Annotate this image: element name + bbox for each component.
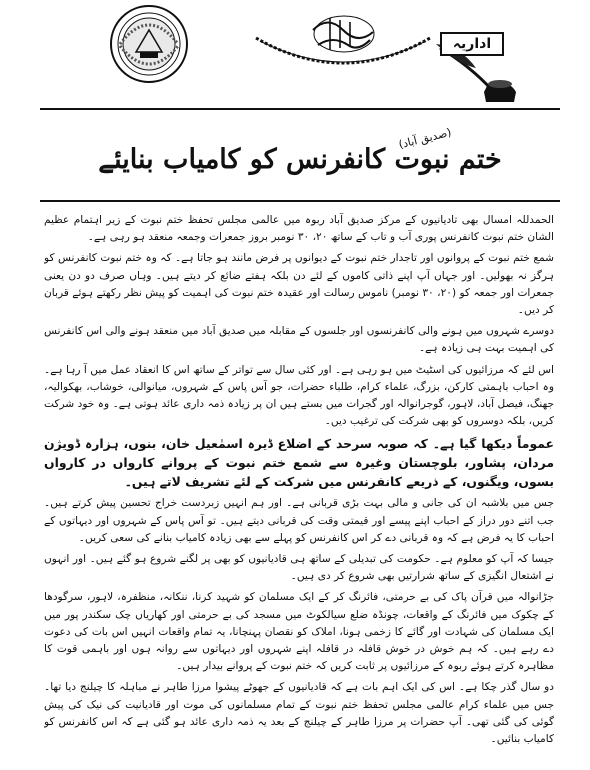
paragraph: شمع ختم نبوت کے پروانوں اور تاجدار ختم نبوت کے دیوانوں پر فرض مانند ہو جاتا ہے۔ کہ وہ ختم نبوت کانفرنس کو ہرگز نہ بھولیں۔ اور جہاں آپ اپنے ذاتی کاموں کے لئے دن بلکہ ہفتے ضائع کر دیتے ہیں۔ وہاں صرف دو دن یعنی جمعرات اور جمعہ کو (۲۰، ۳۰ نومبر) ناموس رسالت اور عقیدہ ختم نبوت کی اہمیت کو پیش نظر رکھتے ہوئے قربان کر دیں۔: [44, 252, 554, 317]
title-annotation: (صدیق آباد): [397, 125, 453, 152]
paragraph: عموماً دیکھا گیا ہے۔ کہ صوبہ سرحد کے اضلاع ڈیرہ اسمٰعیل خان، بنوں، ہزارہ ڈویژن مردان، پشاور، بلوچستان وغیرہ سے شمع ختم نبوت کے پروانے کارواں در کارواں بسوں، ویگنوں، کے ذریعے کانفرنس میں شرکت کے لئے تشریف لاتے ہیں۔: [44, 436, 554, 490]
paragraph: جیسا کہ آپ کو معلوم ہے۔ حکومت کی تبدیلی کے ساتھ ہی قادیانیوں کو بھی پر لگنے شروع ہو گئے ہیں۔ اور انہوں نے اشتعال انگیزی کے ساتھ شرارتیں بھی شروع کر دی ہیں۔: [44, 553, 554, 583]
divider-top: [40, 108, 560, 110]
title-block: [40, 126, 560, 196]
article-title: ختم نبوت کانفرنس کو کامیاب بنایئے: [98, 144, 502, 175]
paragraph: جس میں بلاشبہ ان کی جانی و مالی بہت بڑی قربانی ہے۔ اور ہم انہیں زبردست خراج تحسین پیش کرتے ہیں۔ جب اتنے دور دراز کے احباب اپنے پیسے اور قیمتی وقت کی قربانی دیتے ہیں۔ تو آس پاس کے شہروں اور دیہاتوں کے احباب کا یہ فرض ہے کہ وہ قربانی دے کر اس کانفرنس کو پہلے سے بھی زیادہ کامیاب بنانے کی سعی کریں۔: [44, 497, 554, 544]
article-body: [44, 212, 554, 764]
paragraph: اس لئے کہ مرزائیوں کی اسٹیٹ میں ہو رہی ہے۔ اور کئی سال سے تواتر کے ساتھ اس کا انعقاد عمل میں آ رہا ہے۔ وہ احباب باہمتی کارکن، بزرگ، علماء کرام، طلباء حضرات، جو آس پاس کے شہروں، میانوالی، خوشاب، بھکوالیہ، جھنگ، فیصل آباد، لاہور، گوجرانوالہ اور گجرات میں بستے ہیں ان پر زیادہ ذمہ داری عائد ہوتی ہے۔ وہ خود شرکت کریں، بلکہ دوسروں کو بھی شرکت کی ترغیب دیں۔: [44, 363, 554, 428]
section-label-box: [440, 32, 504, 56]
divider-middle: [40, 200, 560, 202]
section-label: اداریہ: [452, 36, 492, 52]
seal-emblem-icon: [106, 4, 192, 86]
paragraph: جڑانوالہ میں قرآن پاک کی بے حرمتی، فائرنگ کر کے ایک مسلمان کو شہید کرنا، ننکانہ، منظفرہ، لاہور، سرگودھا کے چکوک میں فائرنگ کے واقعات، چونڈہ ضلع سیالکوٹ میں مسجد کی بے حرمتی اور کھاریاں چک سکندر پور میں ایک مسلمان کی شہادت اور گائے کا زخمی ہونا، املاک کو نقصان پہنچانا، یہ تمام واقعات انہیں اس بات کی دعوت دے رہے ہیں۔ کہ ہم خوش در خوش قافلہ در قافلہ اپنے شہروں اور دیہاتوں سے روانہ ہوں اور باہمی قوت کا مظاہرہ کرتے ہوئے ربوہ کے مرزائیوں پر ثابت کریں کہ ختم نبوت کے پروانے بیدار ہیں۔: [44, 591, 554, 673]
ornament-arc-icon: [248, 18, 438, 78]
paragraph: دو سال گذر چکا ہے۔ اس کی ایک اہم بات ہے کہ قادیانیوں کے جھوٹے پیشوا مرزا طاہر نے مباہلہ کا چیلنج دیا تھا۔ جس میں علماء کرام عالمی مجلس تحفظ ختم نبوت کے تمام مسلمانوں کی موت اور قادیانیت کی نیک کی پیش گوئی کی گئی تھی۔ آپ حضرات پر مرزا طاہر کے چیلنج کے بعد یہ ذمہ داری عائد ہو گئی ہے کہ اس کانفرنس کو کامیاب بنائیں۔: [44, 681, 554, 746]
paragraph: دوسرے شہروں میں ہونے والی کانفرنسوں اور جلسوں کے مقابلہ میں صدیق آباد میں منعقد ہونے والی اس کانفرنس کی اہمیت بہت ہی زیادہ ہے۔: [44, 325, 554, 355]
paragraph: الحمدللہ امسال بھی تادیانیوں کے مرکز صدیق آباد ربوہ میں عالمی مجلس تحفظ ختم نبوت کے زیر اہتمام عظیم الشان ختم نبوت کانفرنس پوری آب و تاب کے ساتھ ۲۰، ۳۰ نومبر بروز جمعرات وجمعہ منعقد ہو رہی ہے۔: [44, 214, 554, 244]
